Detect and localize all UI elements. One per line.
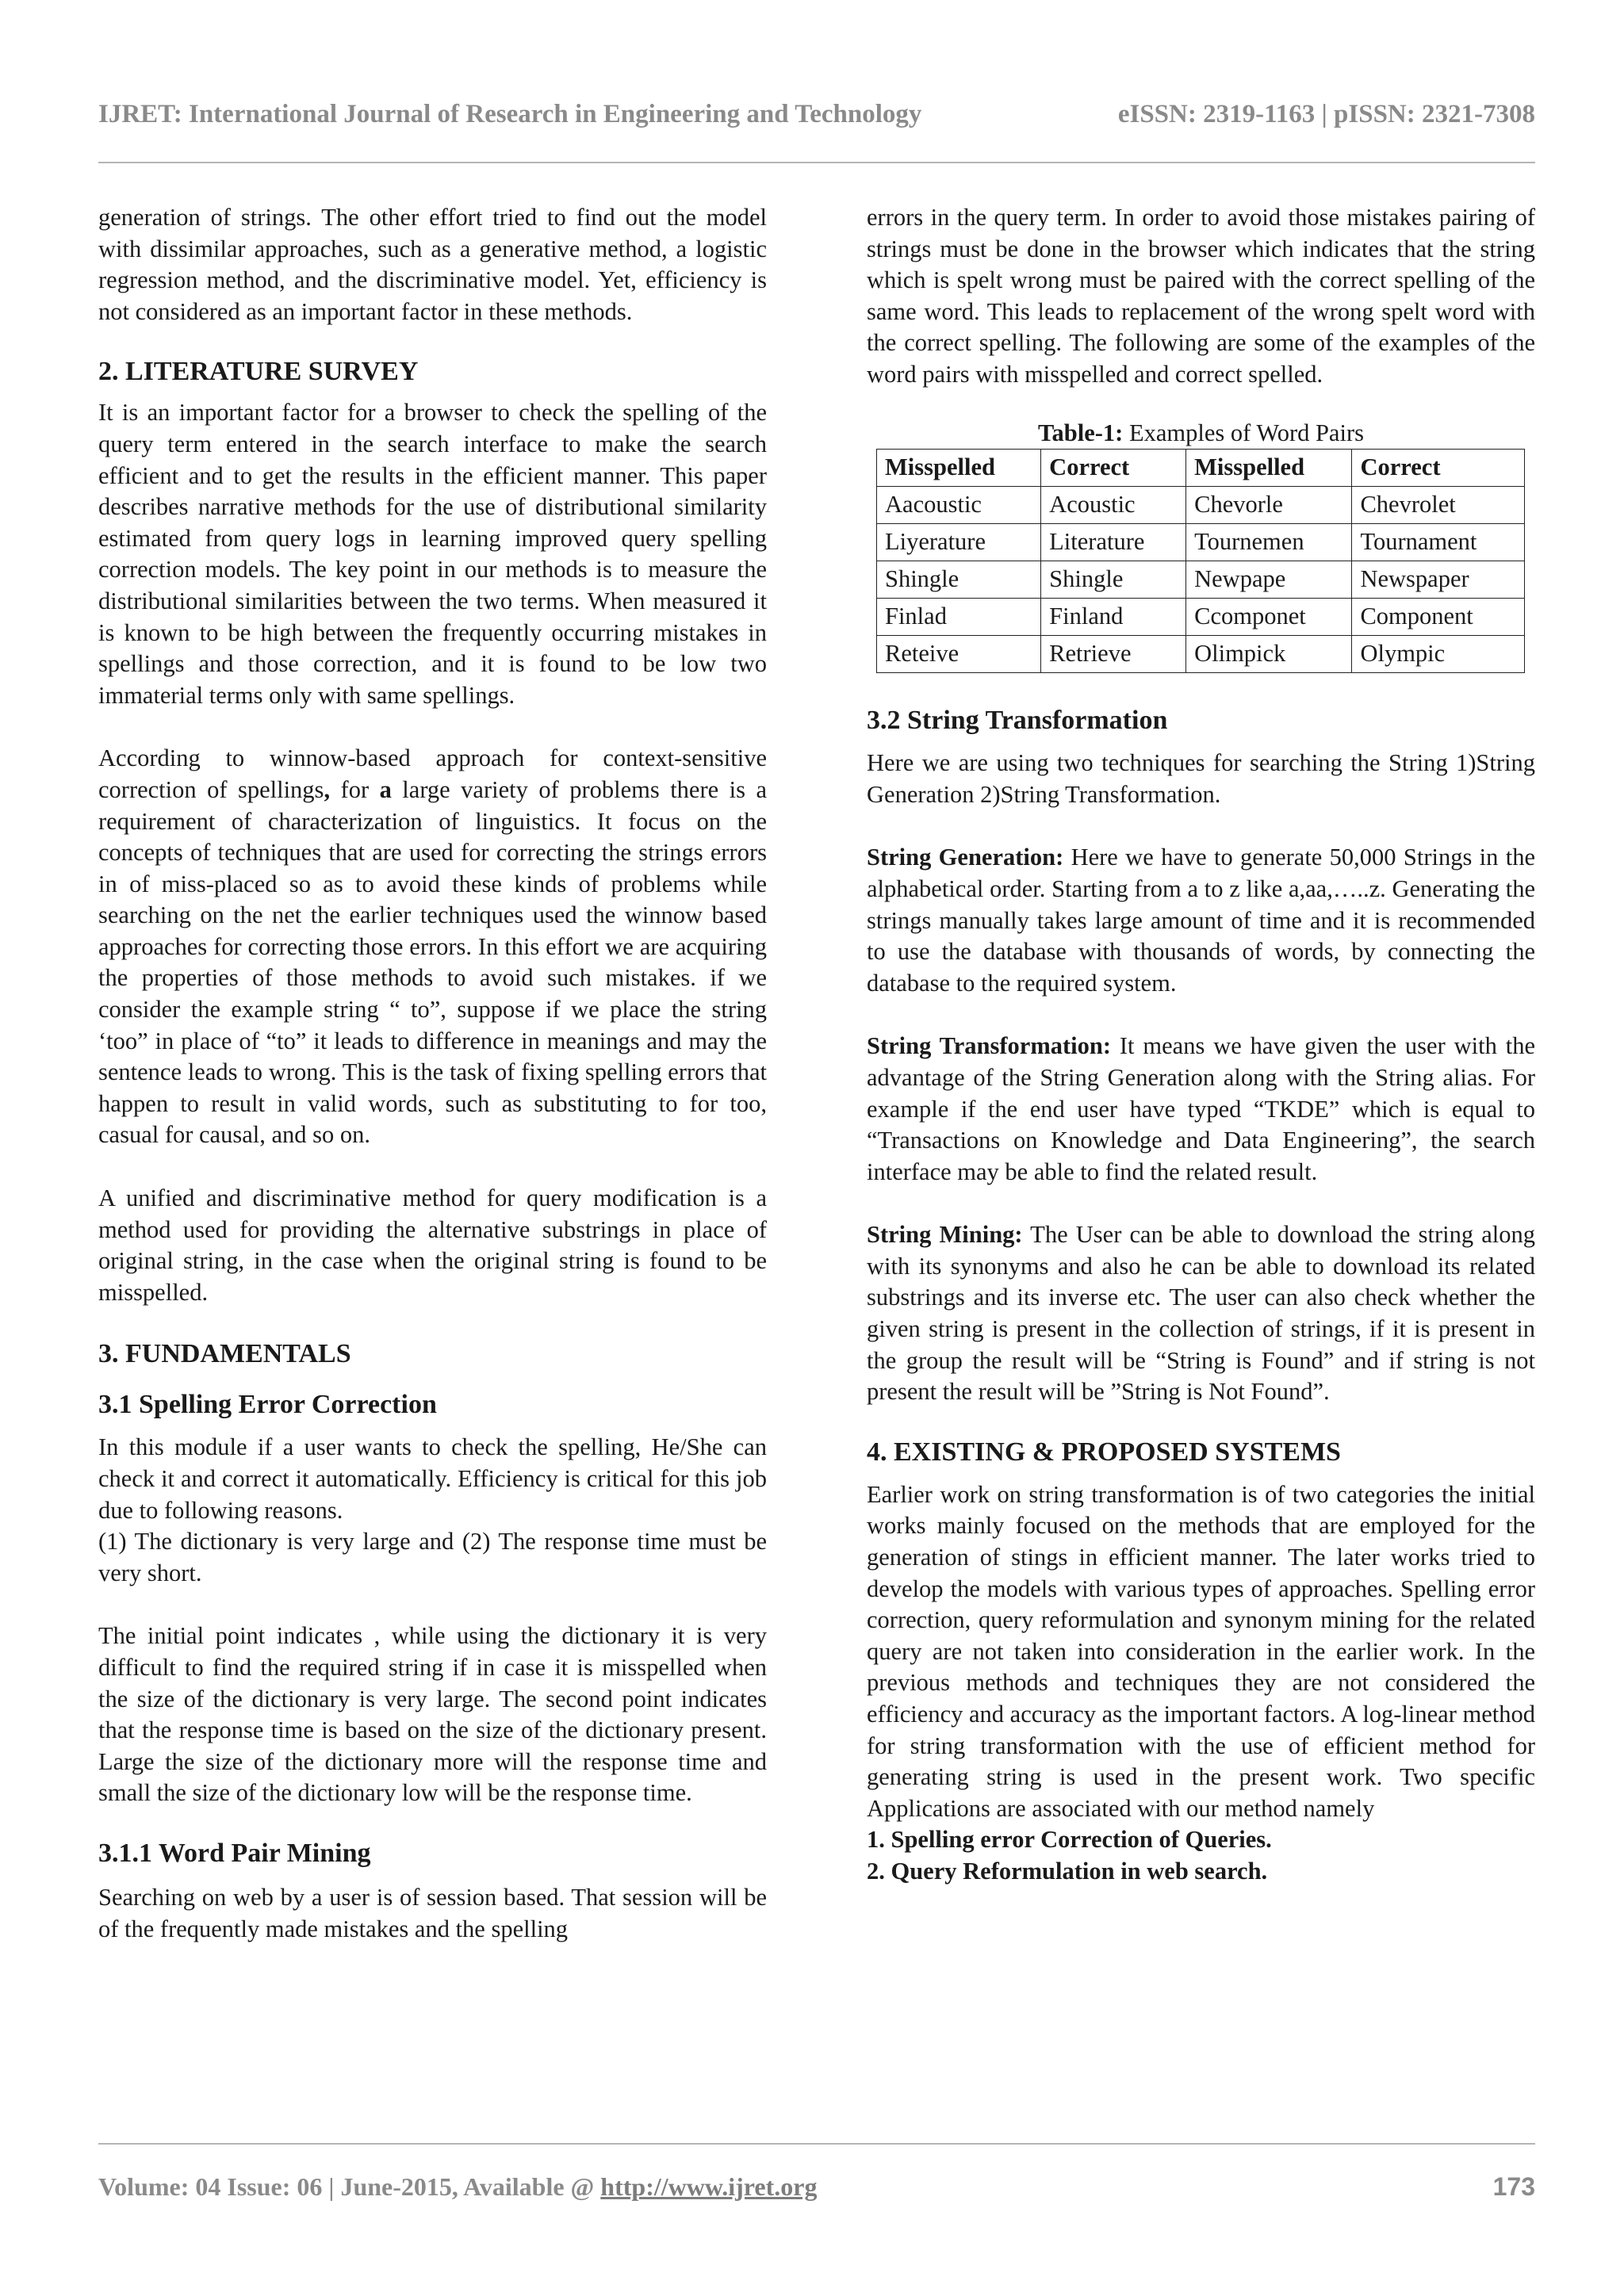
string-mining-text: The User can be able to download the string along with its synonyms and also he can be able to download its related substrings and its inverse etc. The user can also check whether the given string is present in the collection of strings, if it is present in the group the result will be “String is Found” and if string is not present the result will be ”String is Not Found”. <box>867 1221 1536 1406</box>
table-row <box>877 487 1525 524</box>
s2p2-text-c: large variety of problems there is a requirement of characterization of linguistics. It focus on the concepts of techniques that are used for correcting the strings errors in of miss-placed so as to avoid these kinds of problems while searching on the net the earlier techniques used the winnow based approaches for correcting those errors. In this effort we are acquiring the properties of those methods to avoid such mistakes. if we consider the example string “ to”, suppose if we place the string ‘too” in place of “to” it leads to difference in meanings and may the sentence leads to wrong. This is the task of fixing spelling errors that happen to result in valid words, such as substituting to for too, casual for causal, and so on. <box>98 775 767 1149</box>
table-caption-text: Examples of Word Pairs <box>1123 419 1364 446</box>
section-3-2-heading: 3.2 String Transformation <box>867 706 1168 736</box>
table-cell: Aacoustic <box>877 487 1041 524</box>
section-3-1-paragraph-2: The initial point indicates , while using the dictionary it is very difficult to find the required string if in case it is misspelled when the size of the dictionary is very large. The second point indicates that the response time is based on the size of the dictionary present. Large the size of the dictionary more will the response time and small the size of the dictionary low will be the response time. <box>98 1622 767 1807</box>
string-transformation-text: It means we have given the user with the advantage of the String Generation along with the String alias. For example if the end user have typed “TKDE” which is equal to “Transactions on Knowledge and Data Engineering”, the search interface may be able to find the related result. <box>867 1032 1535 1185</box>
string-generation-paragraph <box>867 842 1535 999</box>
table-row <box>877 561 1525 599</box>
footer-divider <box>98 2143 1535 2145</box>
intro-paragraph: generation of strings. The other effort tried to find out the model with dissimilar approaches, such as a generative method, a logistic regression method, and the discriminative model. Yet, efficiency is not considered as an important factor in these methods. <box>98 204 767 325</box>
table-cell: Shingle <box>1041 561 1186 599</box>
running-footer <box>98 2172 1535 2212</box>
application-item-2: 2. Query Reformulation in web search. <box>867 1857 1268 1885</box>
journal-title: IJRET: International Journal of Research in Engineering and Technology <box>98 100 922 128</box>
s2p2-bold-a: a <box>379 775 392 803</box>
table-row <box>877 636 1525 673</box>
table-cell: Olimpick <box>1186 636 1352 673</box>
volume-text: Volume: 04 Issue: 06 | June-2015, Available @ <box>98 2172 601 2201</box>
table-header-cell: Correct <box>1041 450 1186 487</box>
table-cell: Retrieve <box>1041 636 1186 673</box>
table-header-cell: Correct <box>1352 450 1525 487</box>
section-2-paragraph-2 <box>98 743 767 1151</box>
table-header-cell: Misspelled <box>877 450 1041 487</box>
section-4-paragraph: Earlier work on string transformation is of two categories the initial works mainly focused on the methods that are employed for the generation of stings in efficient manner. The later works tried to develop the models with various types of approaches. Spelling error correction, query reformulation and synonym mining for the related query are not taken into consideration in the earlier work. In the previous methods and techniques they are not considered the efficiency and accuracy as the important factors. A log-linear method for string transformation with the use of efficient method for generating string is used in the present work. Two specific Applications are associated with our method namely <box>867 1480 1535 1822</box>
table-cell: Chevorle <box>1186 487 1352 524</box>
section-2-heading: 2. LITERATURE SURVEY <box>98 357 419 387</box>
table-cell: Reteive <box>877 636 1041 673</box>
section-3-heading: 3. FUNDAMENTALS <box>98 1339 351 1369</box>
table-cell: Ccomponet <box>1186 599 1352 636</box>
issn-info: eISSN: 2319-1163 | pISSN: 2321-7308 <box>1117 100 1535 128</box>
table-cell: Finland <box>1041 599 1186 636</box>
table-cell: Chevrolet <box>1352 487 1525 524</box>
section-3-1-reasons: (1) The dictionary is very large and (2) The response time must be very short. <box>98 1528 767 1586</box>
string-transformation-paragraph <box>867 1031 1535 1188</box>
s2p2-bold-comma: , <box>324 775 331 803</box>
s2p2-text-a: According to winnow-based approach for context-sensitive correction of spellings <box>98 744 767 803</box>
table-caption-label: Table-1: <box>1038 419 1124 446</box>
section-3-2-paragraph: Here we are using two techniques for searching the String 1)String Generation 2)String Transformation. <box>867 749 1535 808</box>
application-item-1: 1. Spelling error Correction of Queries. <box>867 1826 1272 1854</box>
table-header-cell: Misspelled <box>1186 450 1352 487</box>
section-3-1-heading: 3.1 Spelling Error Correction <box>98 1390 437 1420</box>
table-cell: Tournament <box>1352 524 1525 561</box>
table-cell: Shingle <box>877 561 1041 599</box>
string-generation-text: Here we have to generate 50,000 Strings in the alphabetical order. Starting from a to z like a,aa,…..z. Generating the strings manually takes large amount of time and it is recommended to use the database with thousands of words, by connecting the database to the required system. <box>867 844 1535 997</box>
table-cell: Finlad <box>877 599 1041 636</box>
section-4-heading: 4. EXISTING & PROPOSED SYSTEMS <box>867 1437 1341 1467</box>
string-mining-paragraph <box>867 1219 1535 1408</box>
section-3-1-paragraph-1: In this module if a user wants to check the spelling, He/She can check it and correct it automatically. Efficiency is critical for this job due to following reasons. <box>98 1433 767 1524</box>
table-cell: Component <box>1352 599 1525 636</box>
section-3-1-1-heading: 3.1.1 Word Pair Mining <box>98 1838 371 1868</box>
string-transformation-label: String Transformation: <box>867 1032 1111 1060</box>
table-cell: Newpape <box>1186 561 1352 599</box>
section-2-paragraph-1: It is an important factor for a browser to check the spelling of the query term entered in the search interface to make the search efficient and to get the results in the efficient manner. This paper describes narrative methods for the use of distributional similarity estimated from query logs in learning improved query spelling correction models. The key point in our methods is to measure the distributional similarities between the two terms. When measured it is known to be high between the frequently occurring mistakes in spellings and those correction, and it is found to be low two immaterial terms only with same spellings. <box>98 399 767 709</box>
s2p2-text-b: for <box>330 775 380 803</box>
volume-info <box>98 2172 817 2202</box>
continued-paragraph: errors in the query term. In order to avoid those mistakes pairing of strings must be done in the browser which indicates that the string which is spelt wrong must be paired with the correct spelling of the same word. This leads to replacement of the wrong spelt word with the correct spelling. The following are some of the examples of the word pairs with misspelled and correct spelled. <box>867 204 1535 388</box>
table-caption <box>867 418 1535 450</box>
string-generation-label: String Generation: <box>867 844 1064 871</box>
running-header <box>98 97 1535 138</box>
table-row <box>877 524 1525 561</box>
table-header-row <box>877 450 1525 487</box>
table-cell: Acoustic <box>1041 487 1186 524</box>
section-2-paragraph-3: A unified and discriminative method for query modification is a method used for providing the alternative substrings in place of original string, in the case when the original string is found to be misspelled. <box>98 1184 767 1306</box>
table-row <box>877 599 1525 636</box>
left-column <box>98 202 767 1945</box>
right-column <box>867 202 1535 1888</box>
journal-url-link[interactable]: http://www.ijret.org <box>600 2172 818 2201</box>
table-cell: Liyerature <box>877 524 1041 561</box>
page-number: 173 <box>1492 2172 1535 2201</box>
table-cell: Literature <box>1041 524 1186 561</box>
section-3-1-1-paragraph: Searching on web by a user is of session based. That session will be of the frequently made mistakes and the spelling <box>98 1883 767 1942</box>
word-pairs-table <box>876 449 1525 673</box>
string-mining-label: String Mining: <box>867 1221 1023 1249</box>
table-cell: Tournemen <box>1186 524 1352 561</box>
table-cell: Newspaper <box>1352 561 1525 599</box>
table-cell: Olympic <box>1352 636 1525 673</box>
header-divider <box>98 162 1535 163</box>
